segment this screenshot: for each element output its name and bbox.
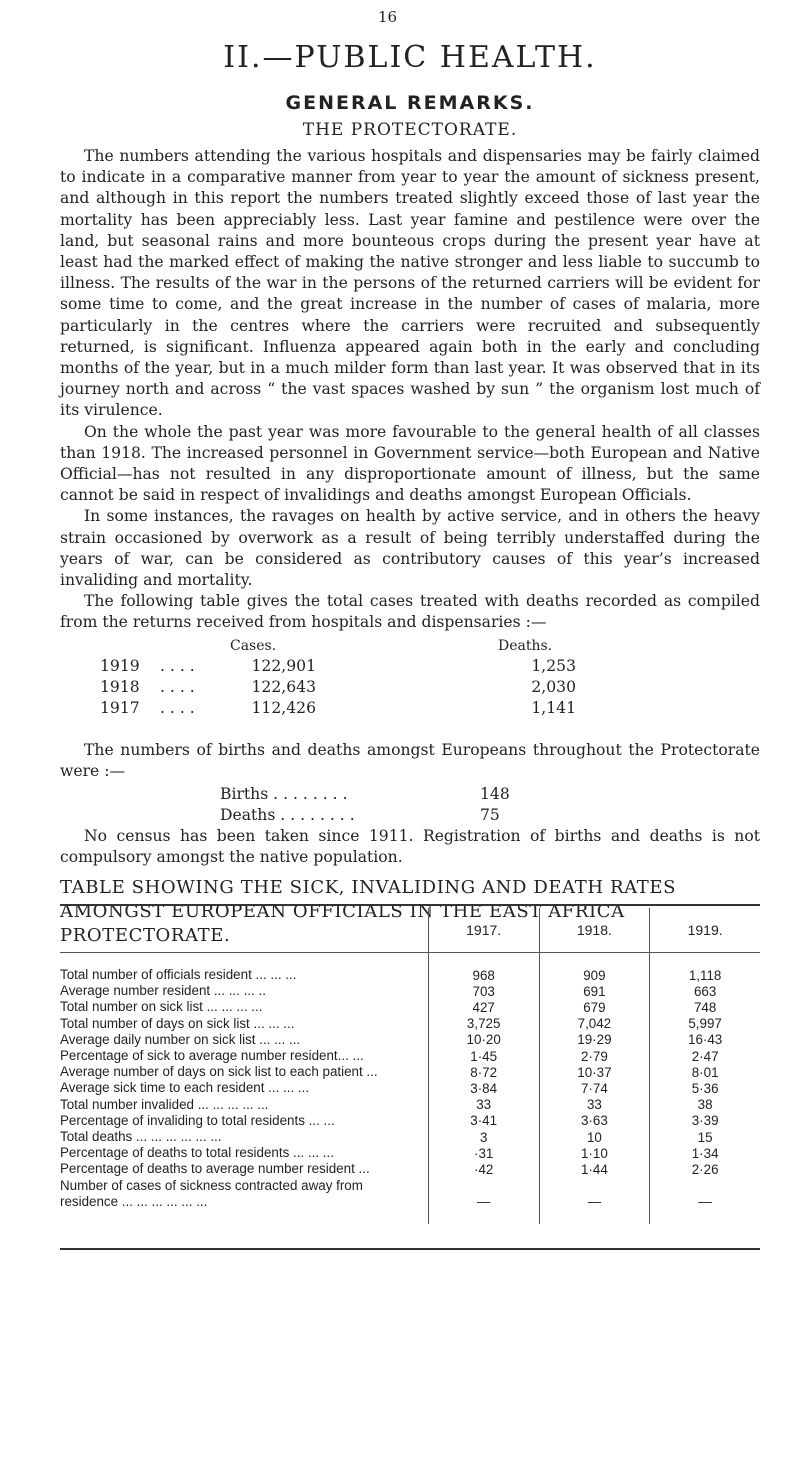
cell-1918: 10 xyxy=(539,1129,650,1145)
cell-1917: 703 xyxy=(428,983,539,999)
cell-1918: 33 xyxy=(539,1097,650,1113)
cell-1919: 5·36 xyxy=(650,1080,760,1096)
births-label: Births . . . . . . . . xyxy=(220,785,348,804)
table-bottom-rule xyxy=(60,1248,760,1250)
cases-row xyxy=(60,677,760,698)
cell-1918: 1·10 xyxy=(539,1145,650,1161)
table-row xyxy=(60,967,760,983)
column-header: 1917. xyxy=(428,908,539,953)
cell-1918: 3·63 xyxy=(539,1113,650,1129)
table-row xyxy=(60,999,760,1015)
table-header-row xyxy=(60,908,760,953)
body-text xyxy=(60,146,760,948)
births-value: 148 xyxy=(480,785,510,804)
cases-row xyxy=(60,698,760,719)
cell-1917: ·42 xyxy=(428,1161,539,1177)
cell-1917: — xyxy=(428,1194,539,1210)
cell-1919: 2·47 xyxy=(650,1048,760,1064)
deaths-value: 2,030 xyxy=(531,677,576,696)
table-row xyxy=(60,1080,760,1096)
cell-1917: 1·45 xyxy=(428,1048,539,1064)
cell-1918: 7·74 xyxy=(539,1080,650,1096)
cell-1917: 3·84 xyxy=(428,1080,539,1096)
cell-1917: 3·41 xyxy=(428,1113,539,1129)
table-title: TABLE SHOWING THE SICK, INVALIDING AND DEATH RATES AMONGST EUROPEAN OFFICIALS IN THE EAST AFRICA PROTECTORATE. xyxy=(60,877,677,947)
cases-value: 122,643 xyxy=(251,677,316,696)
cell-1918: — xyxy=(539,1194,650,1210)
row-label: Average sick time to each resident ... ... ... xyxy=(60,1080,310,1096)
row-label: Average number of days on sick list to each patient ... xyxy=(60,1064,378,1080)
year: 1918 xyxy=(100,677,140,696)
row-label: Percentage of invaliding to total residents ... ... xyxy=(60,1112,335,1128)
table-row xyxy=(60,1194,760,1210)
cell-1917: 3,725 xyxy=(428,1016,539,1032)
cell-1919: 8·01 xyxy=(650,1064,760,1080)
row-label: Total deaths ... ... ... ... ... ... xyxy=(60,1129,222,1145)
subtitle: GENERAL REMARKS. xyxy=(285,92,535,114)
section-title: II.—PUBLIC HEALTH. xyxy=(223,40,597,75)
row-label: Total number invalided ... ... ... ... ... xyxy=(60,1096,269,1112)
column-header: 1919. xyxy=(650,908,760,953)
column-header: 1918. xyxy=(539,908,650,953)
cell-1919: 2·26 xyxy=(650,1161,760,1177)
header-blank xyxy=(60,908,428,953)
cell-1917: 427 xyxy=(428,999,539,1015)
cell-1919: 748 xyxy=(650,999,760,1015)
cell-1917: ·31 xyxy=(428,1145,539,1161)
leader-dots: . . . . xyxy=(160,698,195,717)
table-row xyxy=(60,1016,760,1032)
cell-1919: 15 xyxy=(650,1129,760,1145)
sub-subtitle: THE PROTECTORATE. xyxy=(302,120,518,140)
census-note: No census has been taken since 1911. Registration of births and deaths is not compulsory amongst the native population. xyxy=(60,827,760,867)
deaths-value: 75 xyxy=(480,806,500,825)
cell-1918: 7,042 xyxy=(539,1016,650,1032)
cases-deaths-table xyxy=(60,634,760,740)
cell-1918: 19·29 xyxy=(539,1032,650,1048)
page-number: 16 xyxy=(378,8,398,26)
cell-1918 xyxy=(539,1178,650,1194)
paragraph: On the whole the past year was more favourable to the general health of all classes than 1918. The increased personnel in Government service—both European and Native Official—has not resulted in any disproportionate amount of illness, but the same cannot be said in respect of invalidings and deaths amongst European Officials. xyxy=(60,422,760,505)
cell-1918: 1·44 xyxy=(539,1161,650,1177)
table-row xyxy=(60,1178,760,1194)
cell-1917 xyxy=(428,1178,539,1194)
cell-1919: 3·39 xyxy=(650,1113,760,1129)
row-label: Percentage of deaths to average number resident ... xyxy=(60,1161,370,1177)
cell-1919: 1,118 xyxy=(650,967,760,983)
row-label: Total number of officials resident ... ... ... xyxy=(60,967,297,982)
cell-1917: 33 xyxy=(428,1097,539,1113)
table-row xyxy=(60,1064,760,1080)
cases-value: 112,426 xyxy=(251,698,316,717)
births-intro: The numbers of births and deaths amongst Europeans throughout the Protectorate were :— xyxy=(60,740,760,780)
table-row xyxy=(60,983,760,999)
cases-row xyxy=(60,656,760,677)
births-deaths-table xyxy=(60,782,760,826)
paragraph: The numbers attending the various hospitals and dispensaries may be fairly claimed to indicate in a comparative manner from year to year the amount of sickness present, and although in this report the numbers treated slightly exceed those of last year the mortality has been appreciably less. Last year famine and pestilence were over the land, but seasonal rains and more bounteous crops during the present year have at least had the marked effect of making the native stronger and less liable to succumb to illness. The results of the war in the persons of the returned carriers will be evident for some time to come, and the great increase in the number of cases of malaria, more particularly in the centres where the carriers were recruited and subsequently returned, is significant. Influenza appeared again both in the early and concluding months of the year, but in a much milder form than last year. It was observed that in its journey north and across “ the vast spaces washed by sun ” the organism lost much of its virulence. xyxy=(60,147,760,420)
deaths-row xyxy=(220,805,620,826)
cell-1918: 691 xyxy=(539,983,650,999)
row-label: Total number on sick list ... ... ... ... xyxy=(60,999,263,1015)
row-label: residence ... ... ... ... ... ... xyxy=(60,1193,208,1209)
table-row xyxy=(60,1161,760,1177)
cell-1919 xyxy=(650,1178,760,1194)
cases-header: Cases. xyxy=(230,637,277,654)
row-label: Number of cases of sickness contracted away from xyxy=(60,1177,363,1193)
paragraph: In some instances, the ravages on health by active service, and in others the heavy strain occasioned by overwork as a result of being terribly understaffed during the years of war, can be considered as contributory causes of this year’s increased invaliding and mortality. xyxy=(60,507,760,590)
cell-1917: 3 xyxy=(428,1129,539,1145)
row-label: Average number resident ... ... ... .. xyxy=(60,983,266,999)
cell-1917: 968 xyxy=(428,967,539,983)
table-row xyxy=(60,1048,760,1064)
rates-table xyxy=(60,908,760,1224)
table-row xyxy=(60,1032,760,1048)
row-label: Average daily number on sick list ... ... ... xyxy=(60,1031,301,1047)
births-row xyxy=(220,784,620,805)
table-row xyxy=(60,1145,760,1161)
cases-header-row xyxy=(60,636,760,657)
paragraph: The following table gives the total cases treated with deaths recorded as compiled from the returns received from hospitals and dispensaries :— xyxy=(60,592,760,632)
cases-value: 122,901 xyxy=(251,656,316,675)
deaths-label: Deaths . . . . . . . . xyxy=(220,806,355,825)
table-row xyxy=(60,1113,760,1129)
cell-1918: 10·37 xyxy=(539,1064,650,1080)
leader-dots: . . . . xyxy=(160,677,195,696)
deaths-header: Deaths. xyxy=(498,637,553,654)
cell-1919: 38 xyxy=(650,1097,760,1113)
cell-1917: 8·72 xyxy=(428,1064,539,1080)
row-label: Total number of days on sick list ... ... ... xyxy=(60,1015,295,1031)
table-top-rule xyxy=(60,904,760,906)
year: 1917 xyxy=(100,698,140,717)
leader-dots: . . . . xyxy=(160,656,195,675)
cell-1919: 1·34 xyxy=(650,1145,760,1161)
cell-1917: 10·20 xyxy=(428,1032,539,1048)
deaths-value: 1,253 xyxy=(531,656,576,675)
table-row xyxy=(60,1129,760,1145)
table-row xyxy=(60,1097,760,1113)
cell-1919: 16·43 xyxy=(650,1032,760,1048)
cell-1918: 2·79 xyxy=(539,1048,650,1064)
year: 1919 xyxy=(100,656,140,675)
row-label: Percentage of deaths to total residents ... ... ... xyxy=(60,1145,334,1161)
cell-1919: 5,997 xyxy=(650,1016,760,1032)
deaths-value: 1,141 xyxy=(531,698,576,717)
row-label: Percentage of sick to average number resident... ... xyxy=(60,1048,364,1064)
cell-1918: 909 xyxy=(539,967,650,983)
cell-1918: 679 xyxy=(539,999,650,1015)
cell-1919: — xyxy=(650,1194,760,1210)
cell-1919: 663 xyxy=(650,983,760,999)
